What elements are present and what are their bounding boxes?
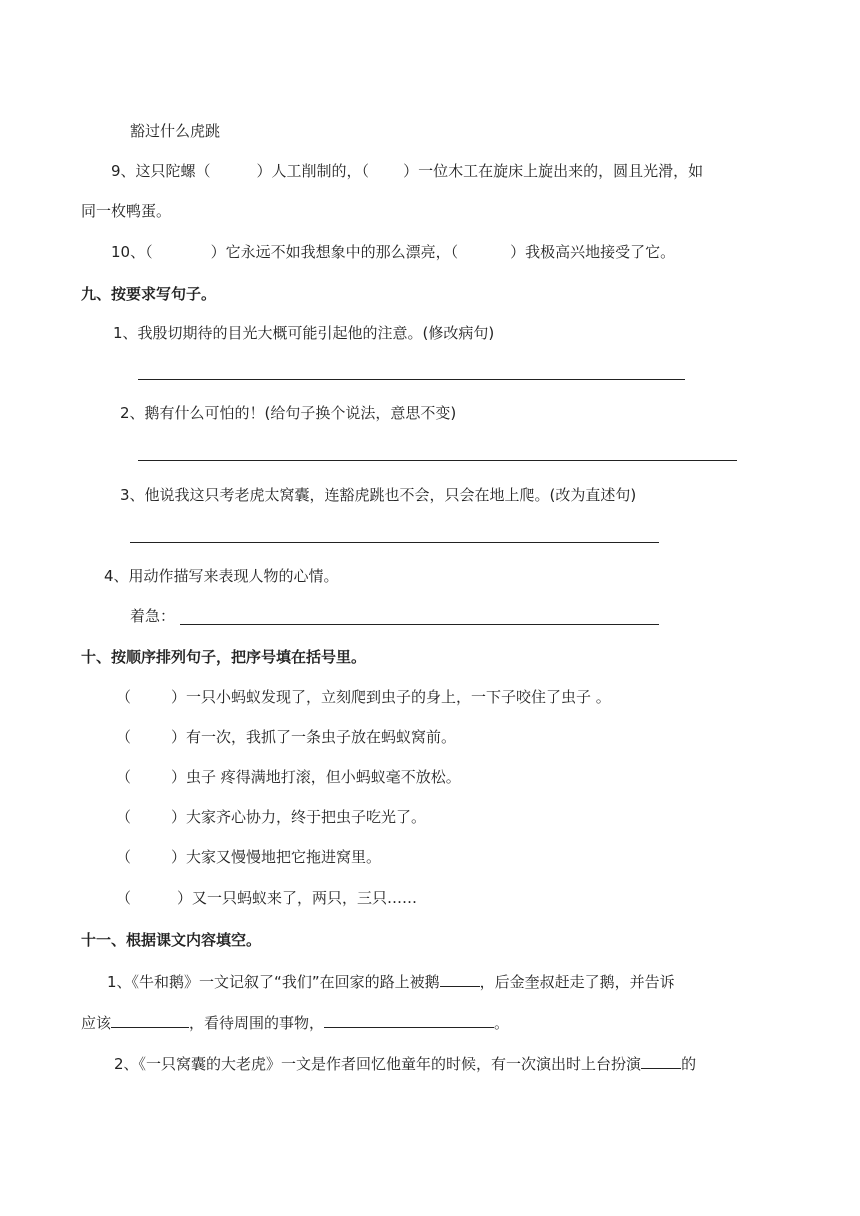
section-9-item-1: 1、我殷切期待的目光大概可能引起他的注意。(修改病句) [113,324,495,342]
answer-line[interactable] [130,542,659,543]
section-9-title: 九、按要求写句子。 [81,285,217,303]
section-9-item-2: 2、鹅有什么可怕的！(给句子换个说法，意思不变) [120,404,457,422]
section-11-q1-line1: 1、《牛和鹅》一文记叙了“我们”在回家的路上被鹅 ，后金奎叔赶走了鹅，并告诉 [107,970,675,992]
section-9-item-4: 4、用动作描写来表现人物的心情。 [104,567,339,585]
question-9-line2: 同一枚鸭蛋。 [81,202,172,220]
fill-blank[interactable] [641,1052,681,1069]
section-11-title: 十一、根据课文内容填空。 [81,931,262,949]
ordering-item: （ ）虫子 疼得满地打滚，但小蚂蚁毫不放松。 [116,768,461,786]
question-9-line1: 9、这只陀螺（ ）人工削制的，（ ）一位木工在旋床上旋出来的，圆且光滑，如 [111,162,704,180]
zhaoji-label: 着急： [130,607,176,625]
answer-line[interactable] [138,379,685,380]
section-11-q2-line1: 2、《一只窝囊的大老虎》一文是作者回忆他童年的时候，有一次演出时上台扮演 的 [114,1052,696,1074]
ordering-item: （ ）有一次，我抓了一条虫子放在蚂蚁窝前。 [116,728,457,746]
answer-line[interactable] [138,460,737,461]
fill-blank[interactable] [324,1011,494,1028]
fragment-text: 豁过什么虎跳 [130,122,221,140]
section-11-q1-line2: 应该 ，看待周围的事物， 。 [81,1011,509,1033]
fill-blank[interactable] [111,1011,189,1028]
answer-line[interactable] [180,624,659,625]
ordering-item: （ ）一只小蚂蚁发现了，立刻爬到虫子的身上，一下子咬住了虫子 。 [116,688,611,706]
section-9-item-3: 3、他说我这只考老虎太窝囊，连豁虎跳也不会，只会在地上爬。(改为直述句) [120,486,637,504]
ordering-item: （ ）大家齐心协力，终于把虫子吃光了。 [116,808,427,826]
ordering-item: （ ）大家又慢慢地把它拖进窝里。 [116,848,382,866]
section-10-title: 十、按顺序排列句子，把序号填在括号里。 [81,648,367,666]
ordering-item: （ ）又一只蚂蚁来了，两只，三只…… [116,889,418,907]
fill-blank[interactable] [440,970,480,987]
question-10: 10、（ ）它永远不如我想象中的那么漂亮，（ ）我极高兴地接受了它。 [111,243,676,261]
